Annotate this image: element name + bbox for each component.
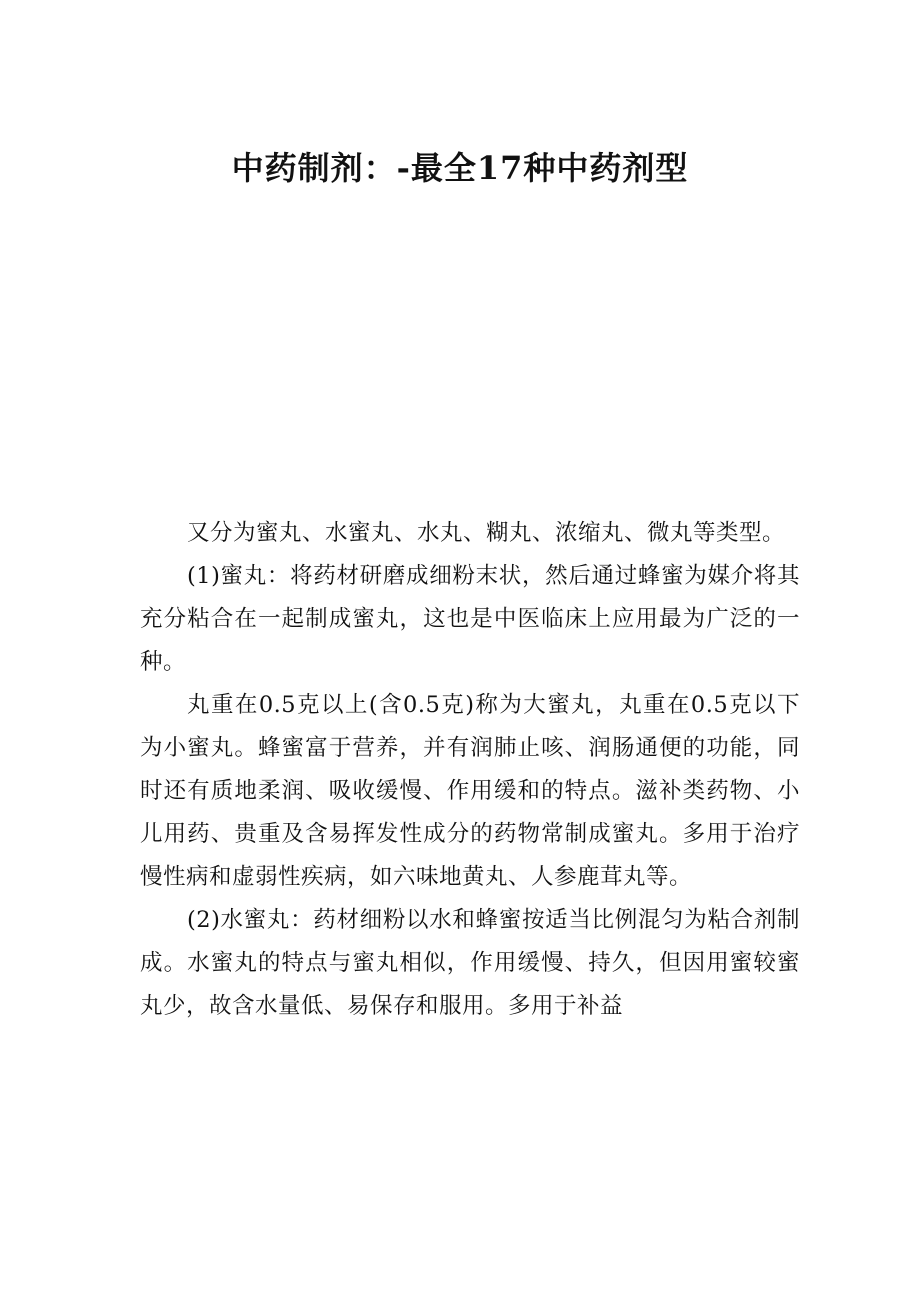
document-title: 中药制剂：-最全17种中药剂型 xyxy=(231,149,689,187)
document-body xyxy=(140,512,800,1028)
paragraph-intro: 又分为蜜丸、水蜜丸、水丸、糊丸、浓缩丸、微丸等类型。 xyxy=(187,520,786,546)
paragraph-water-honey-pill: (2)水蜜丸：药材细粉以水和蜂蜜按适当比例混匀为粘合剂制成。水蜜丸的特点与蜜丸相似，作用缓慢、持久，但因用蜜较蜜丸少，故含水量低、易保存和服用。多用于补益 xyxy=(140,907,800,1019)
paragraph-honey-pill: (1)蜜丸：将药材研磨成细粉末状，然后通过蜂蜜为媒介将其充分粘合在一起制成蜜丸，这也是中医临床上应用最为广泛的一种。 xyxy=(140,563,800,675)
paragraph-pill-weight: 丸重在0.5克以上(含0.5克)称为大蜜丸，丸重在0.5克以下为小蜜丸。蜂蜜富于营养，并有润肺止咳、润肠通便的功能，同时还有质地柔润、吸收缓慢、作用缓和的特点。滋补类药物、小儿用药、贵重及含易挥发性成分的药物常制成蜜丸。多用于治疗慢性病和虚弱性疾病，如六味地黄丸、人参鹿茸丸等。 xyxy=(140,692,800,890)
